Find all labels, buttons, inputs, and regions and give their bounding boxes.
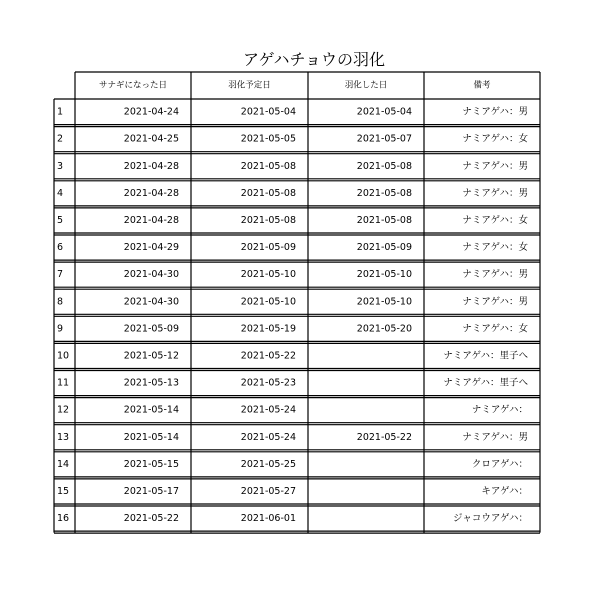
row-number: 11 (57, 377, 70, 389)
row-number: 7 (57, 269, 64, 281)
row-number: 5 (57, 214, 64, 226)
table-cell: 2021-05-10 (240, 296, 296, 308)
table-cell: ナミアゲハ：男 (462, 160, 528, 172)
table-cell: ナミアゲハ：女 (462, 242, 528, 254)
row-number: 2 (57, 133, 64, 145)
table-cell: 2021-05-24 (240, 404, 296, 416)
table-cell: ナミアゲハ：女 (462, 133, 528, 145)
table-cell: 2021-05-08 (356, 214, 412, 226)
table-cell: 2021-05-08 (240, 160, 296, 172)
row-number: 9 (57, 323, 64, 335)
column-header: 備考 (473, 80, 491, 91)
chart-title: アゲハチョウの羽化 (242, 50, 386, 69)
table-cell: 2021-05-22 (123, 513, 179, 525)
table-cell: キアゲハ： (481, 485, 528, 497)
table-cell: ナミアゲハ：男 (462, 269, 528, 281)
table-cell: ナミアゲハ：里子へ (443, 377, 528, 389)
row-number: 12 (57, 404, 70, 416)
table-cell: 2021-06-01 (240, 513, 296, 525)
table-cell: 2021-05-17 (123, 485, 179, 497)
table-cell: 2021-04-28 (123, 160, 179, 172)
column-header: サナギになった日 (98, 80, 168, 91)
table-cell: ナミアゲハ：里子へ (443, 350, 528, 362)
table-cell: ナミアゲハ： (471, 404, 528, 416)
table-cell: 2021-04-29 (123, 242, 179, 254)
row-number: 8 (57, 296, 64, 308)
table-cell: 2021-04-25 (123, 133, 179, 145)
table-cell: 2021-05-04 (356, 106, 412, 118)
table-cell: ナミアゲハ：男 (462, 431, 528, 443)
row-number: 6 (57, 242, 64, 254)
table-cell: 2021-05-20 (356, 323, 412, 335)
table-cell: 2021-05-22 (356, 431, 412, 443)
table-cell: 2021-05-12 (123, 350, 179, 362)
table-cell: 2021-05-08 (240, 214, 296, 226)
table-cell: 2021-05-10 (356, 269, 412, 281)
row-number: 15 (57, 485, 70, 497)
table-cell: 2021-05-24 (240, 431, 296, 443)
table-cell: ナミアゲハ：男 (462, 106, 528, 118)
table-cell: 2021-05-04 (240, 106, 296, 118)
table-cell: 2021-04-30 (123, 296, 179, 308)
table-cell: ナミアゲハ：女 (462, 214, 528, 226)
row-number: 3 (57, 160, 64, 172)
table-cell: 2021-05-08 (356, 160, 412, 172)
table-cell: 2021-05-08 (356, 187, 412, 199)
table-cell: 2021-04-24 (123, 106, 179, 118)
table-cell: 2021-05-19 (240, 323, 296, 335)
table-cell: 2021-05-27 (240, 485, 296, 497)
table-cell: ナミアゲハ：男 (462, 296, 528, 308)
table-cell: ナミアゲハ：女 (462, 323, 528, 335)
table-cell: 2021-05-05 (240, 133, 296, 145)
table-cell: 2021-05-09 (123, 323, 179, 335)
table-cell: 2021-05-23 (240, 377, 296, 389)
row-number: 14 (57, 458, 70, 470)
row-number: 16 (57, 513, 70, 525)
table-cell: ジャコウアゲハ： (453, 513, 528, 525)
table-cell: 2021-05-09 (356, 242, 412, 254)
row-number: 13 (57, 431, 70, 443)
table-cell: 2021-05-15 (123, 458, 179, 470)
table-cell: 2021-04-30 (123, 269, 179, 281)
table-cell: 2021-05-22 (240, 350, 296, 362)
row-number: 4 (57, 187, 64, 199)
table-cell: 2021-04-28 (123, 187, 179, 199)
table-cell: 2021-05-08 (240, 187, 296, 199)
table-cell: 2021-04-28 (123, 214, 179, 226)
row-number: 10 (57, 350, 70, 362)
column-header: 羽化予定日 (228, 80, 271, 91)
table-cell: クロアゲハ： (471, 458, 528, 470)
table-cell: 2021-05-07 (356, 133, 412, 145)
table-cell: ナミアゲハ：男 (462, 187, 528, 199)
table-cell: 2021-05-14 (123, 431, 179, 443)
row-number: 1 (57, 106, 64, 118)
table-cell: 2021-05-25 (240, 458, 296, 470)
table-cell: 2021-05-09 (240, 242, 296, 254)
column-header: 羽化した日 (344, 80, 388, 91)
table-cell: 2021-05-13 (123, 377, 179, 389)
table-cell: 2021-05-10 (240, 269, 296, 281)
table-cell: 2021-05-10 (356, 296, 412, 308)
table-cell: 2021-05-14 (123, 404, 179, 416)
